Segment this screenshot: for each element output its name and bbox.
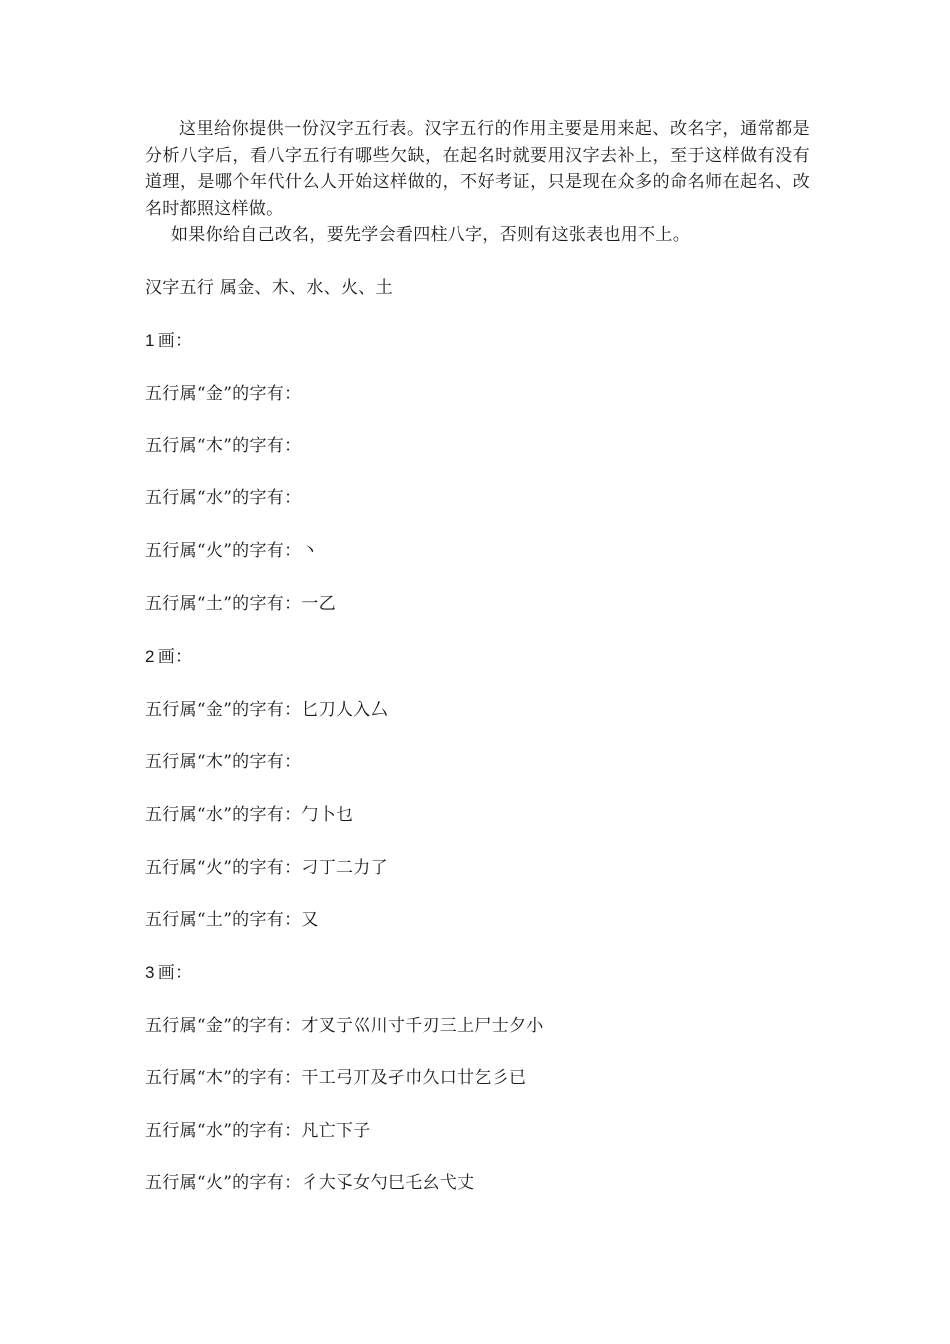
wuxing-row-mu <box>145 1066 526 1090</box>
stroke-heading-3 <box>145 961 192 985</box>
row-prefix: 五行属“土”的字有： <box>145 594 302 614</box>
row-chars: 丶 <box>301 541 319 561</box>
wuxing-row-mu <box>145 434 301 458</box>
row-chars: 匕刀人入厶 <box>301 700 388 720</box>
row-chars: 勹卜乜 <box>301 805 354 825</box>
wuxing-row-shui <box>145 486 301 510</box>
row-prefix: 五行属“火”的字有： <box>145 858 302 878</box>
wuxing-row-jin <box>145 1014 544 1038</box>
stroke-label: 画： <box>157 331 193 351</box>
row-chars: 又 <box>301 910 319 930</box>
row-chars: 彳大孓女勺巳乇幺弋丈 <box>301 1173 475 1193</box>
row-prefix: 五行属“木”的字有： <box>145 1068 302 1088</box>
row-chars: 刁丁二力了 <box>301 858 388 878</box>
stroke-heading-2 <box>145 645 192 669</box>
row-prefix: 五行属“水”的字有： <box>145 1121 302 1141</box>
row-prefix: 五行属“木”的字有： <box>145 436 302 456</box>
stroke-number: 1 <box>145 331 155 350</box>
wuxing-row-huo <box>145 1171 474 1195</box>
row-chars: 才叉亍巛川寸千刃三上尸士夕小 <box>301 1016 544 1036</box>
row-prefix: 五行属“火”的字有： <box>145 1173 302 1193</box>
wuxing-row-mu <box>145 750 301 774</box>
row-chars: 凡亡下子 <box>301 1121 371 1141</box>
row-prefix: 五行属“木”的字有： <box>145 752 302 772</box>
stroke-number: 3 <box>145 963 155 982</box>
wuxing-row-huo <box>145 856 388 880</box>
wuxing-row-shui <box>145 1119 371 1143</box>
wuxing-row-shui <box>145 803 353 827</box>
intro-paragraph-2: 如果你给自己改名，要先学会看四柱八字，否则有这张表也用不上。 <box>171 225 690 245</box>
stroke-label: 画： <box>157 963 193 983</box>
stroke-heading-1 <box>145 329 192 353</box>
wuxing-row-jin <box>145 382 301 406</box>
row-prefix: 五行属“火”的字有： <box>145 541 302 561</box>
row-prefix: 五行属“水”的字有： <box>145 488 302 508</box>
intro-text <box>145 116 810 249</box>
wuxing-row-tu <box>145 908 319 932</box>
row-prefix: 五行属“金”的字有： <box>145 700 302 720</box>
row-chars: 一乙 <box>301 594 336 614</box>
stroke-label: 画： <box>157 647 193 667</box>
row-prefix: 五行属“金”的字有： <box>145 384 302 404</box>
row-prefix: 五行属“土”的字有： <box>145 910 302 930</box>
wuxing-row-jin <box>145 698 388 722</box>
intro-paragraph-1: 这里给你提供一份汉字五行表。汉字五行的作用主要是用来起、改名字，通常都是分析八字后，看八字五行有哪些欠缺，在起名时就要用汉字去补上，至于这样做有没有道理，是哪个年代什么人开始这样做的，不好考证，只是现在众多的命名师在起名、改名时都照这样做。 <box>145 119 810 219</box>
wuxing-row-huo <box>145 539 319 563</box>
wuxing-row-tu <box>145 592 336 616</box>
stroke-number: 2 <box>145 647 155 666</box>
table-title: 汉字五行 属金、木、水、火、土 <box>145 278 393 298</box>
row-chars: 干工弓丌及孑巾久口廿乞彡已 <box>301 1068 527 1088</box>
row-prefix: 五行属“金”的字有： <box>145 1016 302 1036</box>
row-prefix: 五行属“水”的字有： <box>145 805 302 825</box>
